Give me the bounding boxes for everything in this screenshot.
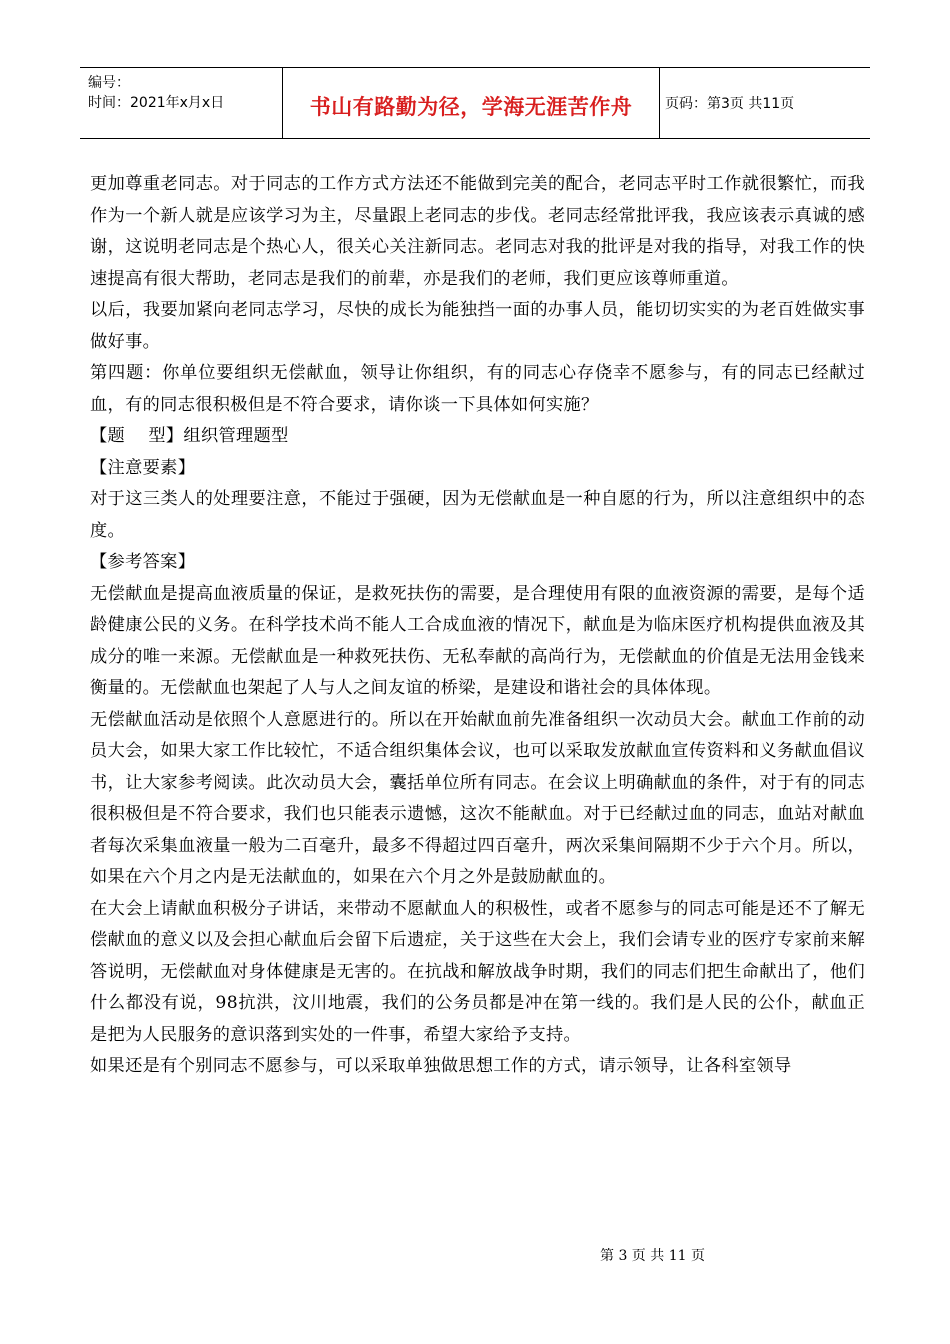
- page-header: [80, 67, 870, 139]
- document-number-label: 编号：: [88, 75, 130, 91]
- document-time-label: 时间：2021年x月x日: [88, 95, 225, 111]
- section-heading: 【注意要素】: [90, 457, 196, 478]
- motto-text: 书山有路勤为径，学海无涯苦作舟: [309, 95, 633, 119]
- paragraph: 在大会上请献血积极分子讲话，来带动不愿献血人的积极性，或者不愿参与的同志可能是还不了解无偿献血的意义以及会担心献血后会留下后遗症，关于这些在大会上，我们会请专业的医疗专家前来解答说明，无偿献血对身体健康是无害的。在抗战和解放战争时期，我们的同志们把生命献出了，他们什么都没有说，98抗洪，汶川地震，我们的公务员都是冲在第一线的。我们是人民的公仆，献血正是把为人民服务的意识落到实处的一件事，希望大家给予支持。: [90, 898, 865, 1045]
- section-heading: 【参考答案】: [90, 552, 196, 572]
- paragraph: 对于这三类人的处理要注意，不能过于强硬，因为无偿献血是一种自愿的行为，所以注意组织中的态度。: [90, 489, 865, 541]
- header-motto-cell: [282, 68, 660, 138]
- section-heading: 【题 型】组织管理题型: [90, 426, 289, 446]
- paragraph: 更加尊重老同志。对于同志的工作方式方法还不能做到完美的配合，老同志平时工作就很繁忙，而我作为一个新人就是应该学习为主，尽量跟上老同志的步伐。老同志经常批评我，我应该表示真诚的感谢，这说明老同志是个热心人，很关心关注新同志。老同志对我的批评是对我的指导，对我工作的快速提高有很大帮助，老同志是我们的前辈，亦是我们的老师，我们更应该尊师重道。: [90, 174, 865, 289]
- document-body: [90, 169, 865, 1083]
- question-paragraph: 第四题：你单位要组织无偿献血，领导让你组织，有的同志心存侥幸不愿参与，有的同志已经献过血，有的同志很积极但是不符合要求，请你谈一下具体如何实施？: [90, 363, 865, 415]
- header-meta-cell: [80, 68, 282, 138]
- header-page-cell: [659, 68, 870, 138]
- paragraph: 以后，我要加紧向老同志学习，尽快的成长为能独挡一面的办事人员，能切切实实的为老百姓做实事做好事。: [90, 300, 865, 352]
- paragraph: 如果还是有个别同志不愿参与，可以采取单独做思想工作的方式，请示领导，让各科室领导: [90, 1056, 792, 1076]
- paragraph: 无偿献血是提高血液质量的保证，是救死扶伤的需要，是合理使用有限的血液资源的需要，是每个适龄健康公民的义务。在科学技术尚不能人工合成血液的情况下，献血是为临床医疗机构提供血液及其成分的唯一来源。无偿献血是一种救死扶伤、无私奉献的高尚行为，无偿献血的价值是无法用金钱来衡量的。无偿献血也架起了人与人之间友谊的桥梁，是建设和谐社会的具体体现。: [90, 583, 865, 698]
- paragraph: 无偿献血活动是依照个人意愿进行的。所以在开始献血前先准备组织一次动员大会。献血工作前的动员大会，如果大家工作比较忙，不适合组织集体会议，也可以采取发放献血宣传资料和义务献血倡议书，让大家参考阅读。此次动员大会，囊括单位所有同志。在会议上明确献血的条件，对于有的同志很积极但是不符合要求，我们也只能表示遗憾，这次不能献血。对于已经献过血的同志，血站对献血者每次采集血液量一般为二百毫升，最多不得超过四百毫升，两次采集间隔期不少于六个月。所以，如果在六个月之内是无法献血的，如果在六个月之外是鼓励献血的。: [90, 709, 865, 887]
- page-footer: 第 3 页 共 11 页: [600, 1248, 705, 1264]
- header-page-label: 页码：第3页 共11页: [665, 96, 795, 112]
